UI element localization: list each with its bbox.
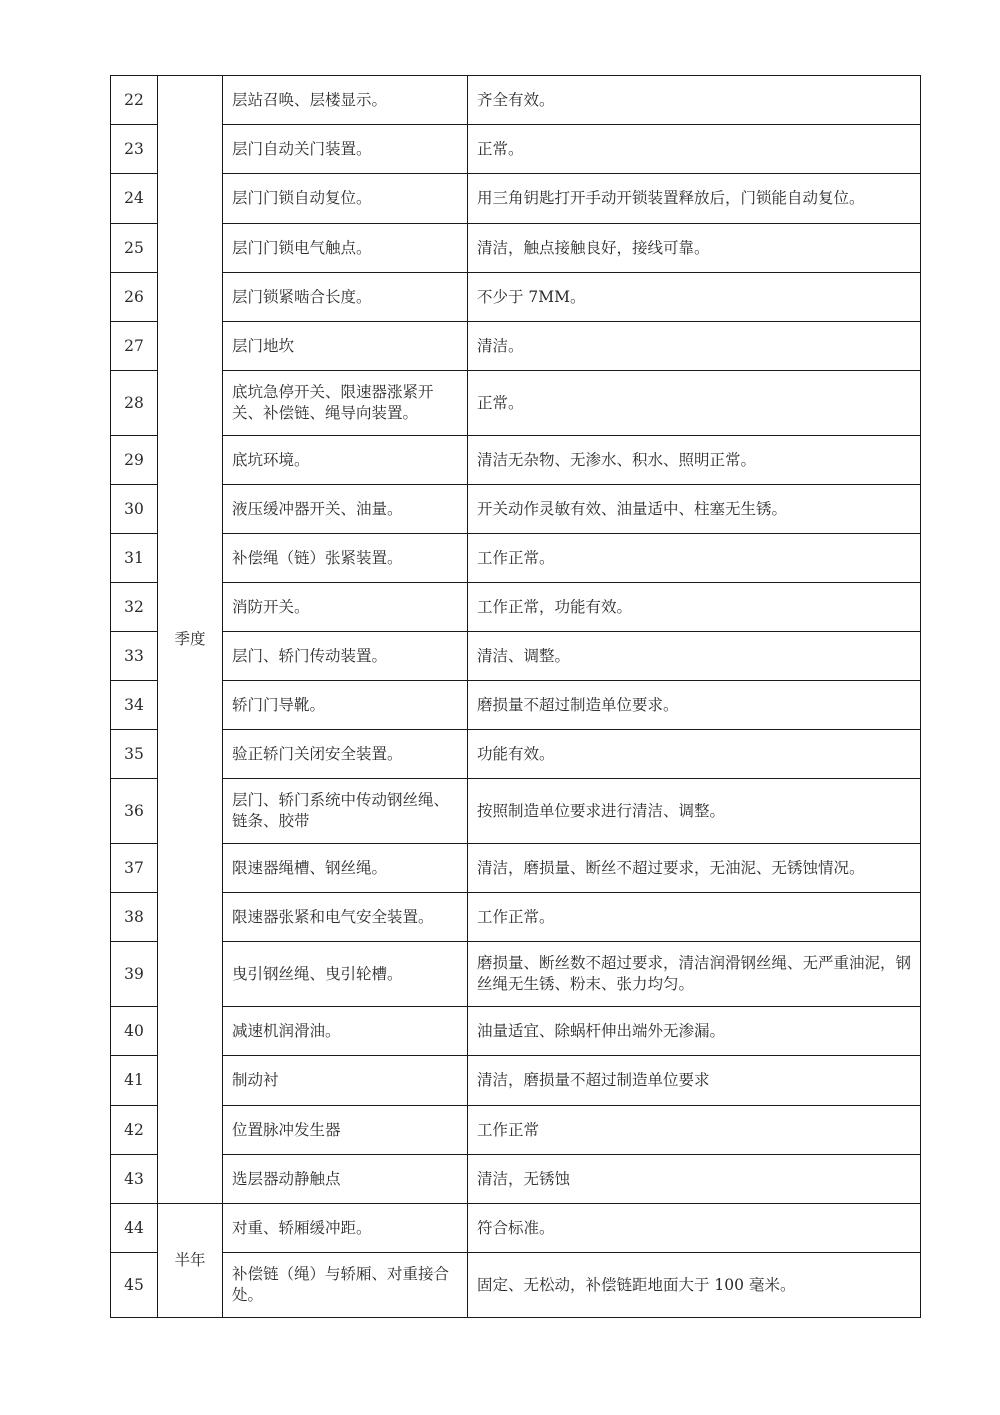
maintenance-item: 层门自动关门装置。 (223, 125, 468, 174)
maintenance-item: 底坑环境。 (223, 436, 468, 485)
maintenance-item: 位置脉冲发生器 (223, 1106, 468, 1155)
maintenance-item: 底坑急停开关、限速器涨紧开关、补偿链、绳导向装置。 (223, 371, 468, 436)
maintenance-requirement: 磨损量不超过制造单位要求。 (468, 681, 921, 730)
maintenance-item: 补偿链（绳）与轿厢、对重接合处。 (223, 1253, 468, 1318)
row-number: 23 (111, 125, 158, 174)
period-half-year: 半年 (158, 1204, 223, 1318)
row-number: 33 (111, 632, 158, 681)
table-row (111, 730, 921, 779)
table-row (111, 485, 921, 534)
row-number: 35 (111, 730, 158, 779)
maintenance-requirement: 工作正常，功能有效。 (468, 583, 921, 632)
table-row (111, 322, 921, 371)
row-number: 29 (111, 436, 158, 485)
maintenance-requirement: 工作正常。 (468, 534, 921, 583)
maintenance-item: 补偿绳（链）张紧装置。 (223, 534, 468, 583)
maintenance-item: 层门、轿门系统中传动钢丝绳、链条、胶带 (223, 779, 468, 844)
maintenance-item: 层门、轿门传动装置。 (223, 632, 468, 681)
maintenance-requirement: 符合标准。 (468, 1204, 921, 1253)
row-number: 40 (111, 1007, 158, 1056)
row-number: 22 (111, 76, 158, 125)
table-row (111, 1056, 921, 1106)
row-number: 28 (111, 371, 158, 436)
maintenance-item: 层站召唤、层楼显示。 (223, 76, 468, 125)
table-row (111, 942, 921, 1007)
maintenance-item: 层门门锁自动复位。 (223, 174, 468, 224)
maintenance-requirement: 用三角钥匙打开手动开锁装置释放后，门锁能自动复位。 (468, 174, 921, 224)
maintenance-requirement: 清洁，触点接触良好，接线可靠。 (468, 224, 921, 273)
maintenance-item: 曳引钢丝绳、曳引轮槽。 (223, 942, 468, 1007)
row-number: 24 (111, 174, 158, 224)
maintenance-requirement: 不少于 7MM。 (468, 273, 921, 322)
table-row (111, 224, 921, 273)
maintenance-item: 限速器绳槽、钢丝绳。 (223, 844, 468, 893)
maintenance-item: 验正轿门关闭安全装置。 (223, 730, 468, 779)
row-number: 32 (111, 583, 158, 632)
table-row (111, 436, 921, 485)
maintenance-item: 轿门门导靴。 (223, 681, 468, 730)
row-number: 27 (111, 322, 158, 371)
table-row (111, 174, 921, 224)
row-number: 42 (111, 1106, 158, 1155)
table-row (111, 1007, 921, 1056)
table-row (111, 893, 921, 942)
maintenance-requirement: 正常。 (468, 371, 921, 436)
maintenance-requirement: 清洁。 (468, 322, 921, 371)
row-number: 43 (111, 1155, 158, 1204)
row-number: 38 (111, 893, 158, 942)
row-number: 25 (111, 224, 158, 273)
maintenance-requirement: 齐全有效。 (468, 76, 921, 125)
maintenance-requirement: 清洁，无锈蚀 (468, 1155, 921, 1204)
row-number: 36 (111, 779, 158, 844)
maintenance-requirement: 按照制造单位要求进行清洁、调整。 (468, 779, 921, 844)
row-number: 34 (111, 681, 158, 730)
period-quarterly: 季度 (158, 76, 223, 1204)
table-row (111, 1106, 921, 1155)
maintenance-requirement: 油量适宜、除蜗杆伸出端外无渗漏。 (468, 1007, 921, 1056)
table-row (111, 632, 921, 681)
maintenance-requirement: 开关动作灵敏有效、油量适中、柱塞无生锈。 (468, 485, 921, 534)
table-row (111, 76, 921, 125)
row-number: 41 (111, 1056, 158, 1106)
maintenance-requirement: 清洁、调整。 (468, 632, 921, 681)
maintenance-item: 制动衬 (223, 1056, 468, 1106)
maintenance-requirement: 固定、无松动，补偿链距地面大于 100 毫米。 (468, 1253, 921, 1318)
maintenance-item: 消防开关。 (223, 583, 468, 632)
maintenance-requirement: 清洁，磨损量不超过制造单位要求 (468, 1056, 921, 1106)
maintenance-requirement: 工作正常 (468, 1106, 921, 1155)
table-row (111, 371, 921, 436)
table-row (111, 844, 921, 893)
table-row (111, 779, 921, 844)
maintenance-item: 液压缓冲器开关、油量。 (223, 485, 468, 534)
row-number: 39 (111, 942, 158, 1007)
row-number: 45 (111, 1253, 158, 1318)
maintenance-table (110, 75, 921, 1318)
maintenance-requirement: 清洁无杂物、无渗水、积水、照明正常。 (468, 436, 921, 485)
table-row (111, 1155, 921, 1204)
table-row (111, 273, 921, 322)
maintenance-item: 对重、轿厢缓冲距。 (223, 1204, 468, 1253)
row-number: 31 (111, 534, 158, 583)
table-row (111, 1253, 921, 1318)
maintenance-requirement: 磨损量、断丝数不超过要求，清洁润滑钢丝绳、无严重油泥，钢丝绳无生锈、粉末、张力均匀。 (468, 942, 921, 1007)
table-row (111, 534, 921, 583)
row-number: 26 (111, 273, 158, 322)
maintenance-item: 层门门锁电气触点。 (223, 224, 468, 273)
maintenance-item: 限速器张紧和电气安全装置。 (223, 893, 468, 942)
maintenance-item: 选层器动静触点 (223, 1155, 468, 1204)
row-number: 44 (111, 1204, 158, 1253)
maintenance-requirement: 功能有效。 (468, 730, 921, 779)
maintenance-item: 减速机润滑油。 (223, 1007, 468, 1056)
table-row (111, 125, 921, 174)
maintenance-requirement: 工作正常。 (468, 893, 921, 942)
table-row (111, 681, 921, 730)
maintenance-item: 层门锁紧啮合长度。 (223, 273, 468, 322)
table-row (111, 1204, 921, 1253)
maintenance-requirement: 清洁，磨损量、断丝不超过要求，无油泥、无锈蚀情况。 (468, 844, 921, 893)
row-number: 30 (111, 485, 158, 534)
row-number: 37 (111, 844, 158, 893)
maintenance-item: 层门地坎 (223, 322, 468, 371)
maintenance-requirement: 正常。 (468, 125, 921, 174)
table-row (111, 583, 921, 632)
